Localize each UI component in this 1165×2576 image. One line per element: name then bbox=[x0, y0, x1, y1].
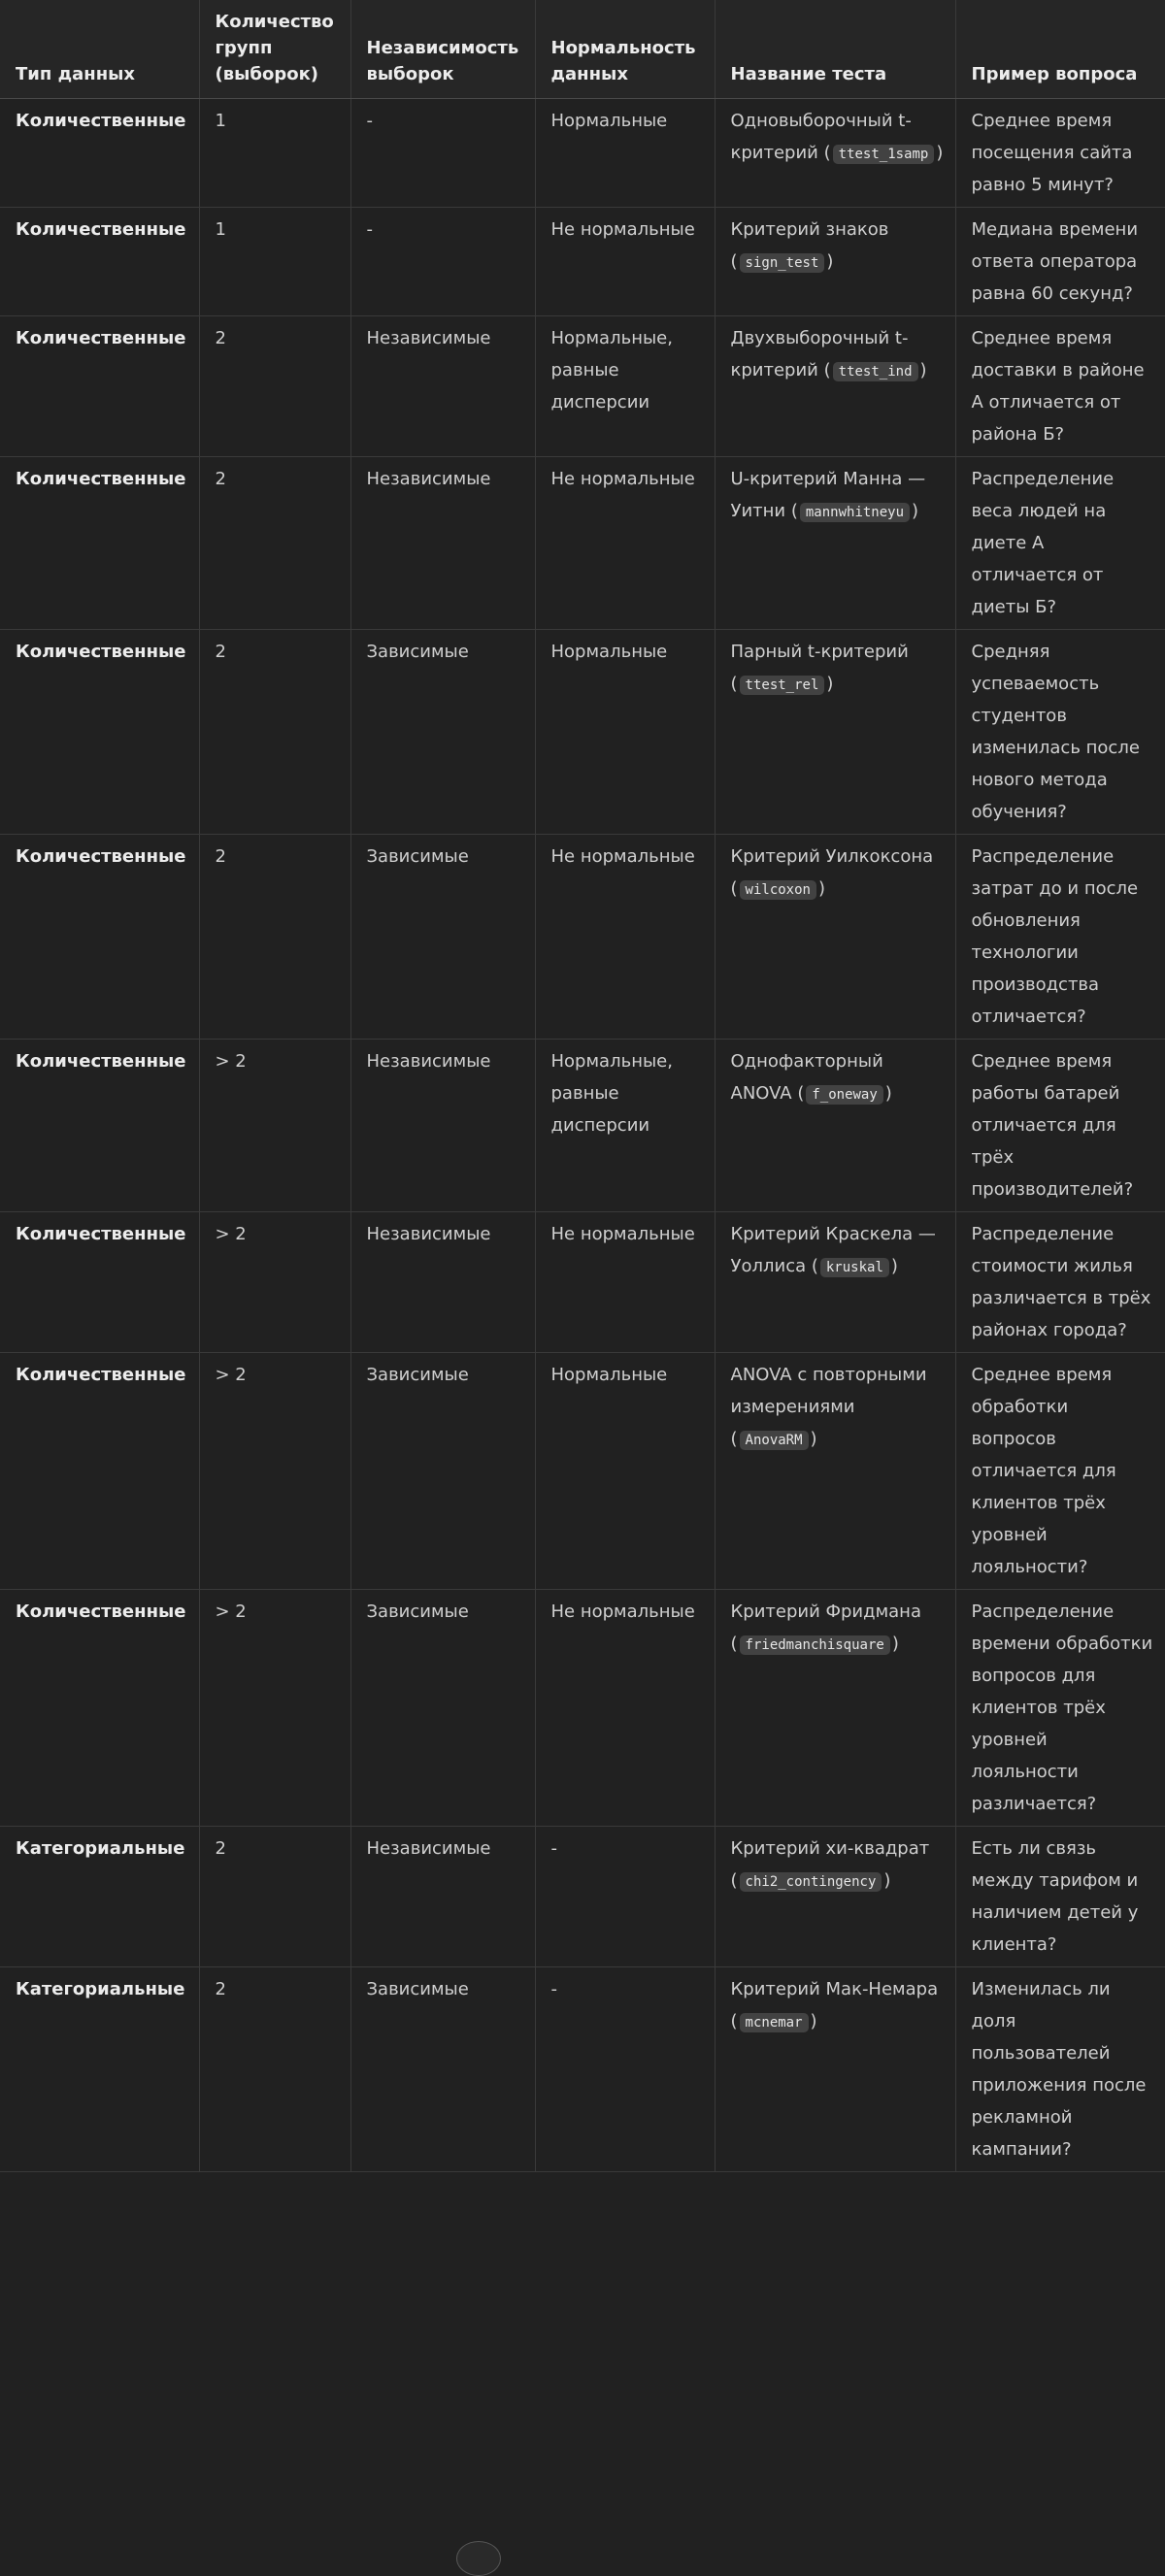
cell-data-type: Количественные bbox=[0, 456, 199, 629]
table-header-row bbox=[0, 0, 1165, 98]
header-example-question: Пример вопроса bbox=[955, 0, 1165, 98]
test-name-text: Однофакторный ANOVA bbox=[730, 1050, 883, 1104]
cell-data-normality: Нормальные, равные дисперсии bbox=[535, 1039, 715, 1211]
table-row bbox=[0, 315, 1165, 456]
cell-example-question: Распределение стоимости жилья различается в трёх районах города? bbox=[955, 1211, 1165, 1352]
table-row bbox=[0, 1211, 1165, 1352]
table-row bbox=[0, 456, 1165, 629]
test-function-code: ttest_rel bbox=[740, 676, 825, 695]
cell-example-question: Среднее время доставки в районе А отличается от района Б? bbox=[955, 315, 1165, 456]
cell-sample-independence: Независимые bbox=[350, 315, 535, 456]
test-name-text: Критерий Краскела — Уоллиса bbox=[730, 1223, 936, 1276]
cell-sample-independence: Независимые bbox=[350, 1039, 535, 1211]
test-name-text: U-критерий Манна — Уитни bbox=[730, 468, 926, 521]
cell-group-count: > 2 bbox=[199, 1039, 350, 1211]
cell-example-question: Среднее время посещения сайта равно 5 минут? bbox=[955, 98, 1165, 207]
cell-data-normality: Не нормальные bbox=[535, 207, 715, 315]
cell-test-name: Одновыборочный t-критерий ( ttest_1samp ) bbox=[715, 98, 955, 207]
test-function-code: kruskal bbox=[820, 1258, 889, 1277]
test-name-text: ANOVA с повторными измерениями bbox=[730, 1364, 927, 1417]
table-row bbox=[0, 834, 1165, 1039]
cell-group-count: > 2 bbox=[199, 1211, 350, 1352]
cell-group-count: 1 bbox=[199, 98, 350, 207]
test-function-code: mannwhitneyu bbox=[800, 503, 910, 522]
header-data-type: Тип данных bbox=[0, 0, 199, 98]
cell-group-count: 2 bbox=[199, 315, 350, 456]
cell-data-normality: Нормальные, равные дисперсии bbox=[535, 315, 715, 456]
test-name-text: Парный t-критерий bbox=[730, 641, 909, 662]
cell-test-name: Критерий хи-квадрат ( chi2_contingency ) bbox=[715, 1826, 955, 1966]
cell-data-normality: Не нормальные bbox=[535, 1211, 715, 1352]
table-row bbox=[0, 1589, 1165, 1826]
cell-sample-independence: Зависимые bbox=[350, 834, 535, 1039]
cell-test-name: Двухвыборочный t-критерий ( ttest_ind ) bbox=[715, 315, 955, 456]
scroll-down-button[interactable] bbox=[456, 2541, 501, 2576]
cell-data-type: Количественные bbox=[0, 315, 199, 456]
test-function-code: wilcoxon bbox=[740, 880, 816, 900]
cell-test-name: Критерий знаков ( sign_test ) bbox=[715, 207, 955, 315]
test-function-code: friedmanchisquare bbox=[740, 1635, 890, 1655]
test-name-text: Критерий Уилкоксона bbox=[730, 845, 934, 867]
cell-data-type: Категориальные bbox=[0, 1966, 199, 2171]
table-row bbox=[0, 1966, 1165, 2171]
table-body bbox=[0, 98, 1165, 2171]
table-header bbox=[0, 0, 1165, 98]
cell-group-count: 2 bbox=[199, 456, 350, 629]
test-function-code: f_oneway bbox=[806, 1085, 882, 1105]
cell-data-type: Количественные bbox=[0, 1589, 199, 1826]
cell-sample-independence: Независимые bbox=[350, 1826, 535, 1966]
cell-sample-independence: Независимые bbox=[350, 1211, 535, 1352]
cell-example-question: Среднее время работы батарей отличается для трёх производителей? bbox=[955, 1039, 1165, 1211]
test-function-code: chi2_contingency bbox=[740, 1872, 882, 1892]
test-name-text: Критерий Фридмана bbox=[730, 1601, 921, 1622]
test-function-code: ttest_1samp bbox=[833, 145, 935, 164]
cell-example-question: Изменилась ли доля пользователей приложения после рекламной кампании? bbox=[955, 1966, 1165, 2171]
cell-group-count: 2 bbox=[199, 629, 350, 834]
cell-example-question: Распределение времени обработки вопросов для клиентов трёх уровней лояльности различается? bbox=[955, 1589, 1165, 1826]
cell-data-type: Количественные bbox=[0, 207, 199, 315]
test-name-text: Одновыборочный t-критерий bbox=[730, 110, 912, 163]
cell-sample-independence: Независимые bbox=[350, 456, 535, 629]
cell-test-name: Критерий Фридмана ( friedmanchisquare ) bbox=[715, 1589, 955, 1826]
table-row bbox=[0, 629, 1165, 834]
cell-test-name: ANOVA с повторными измерениями ( AnovaRM ) bbox=[715, 1352, 955, 1589]
cell-example-question: Средняя успеваемость студентов изменилась после нового метода обучения? bbox=[955, 629, 1165, 834]
cell-test-name: U-критерий Манна — Уитни ( mannwhitneyu ) bbox=[715, 456, 955, 629]
cell-group-count: > 2 bbox=[199, 1352, 350, 1589]
table-row bbox=[0, 1352, 1165, 1589]
cell-group-count: 1 bbox=[199, 207, 350, 315]
cell-test-name: Критерий Краскела — Уоллиса ( kruskal ) bbox=[715, 1211, 955, 1352]
cell-data-normality: - bbox=[535, 1966, 715, 2171]
test-name-text: Критерий хи-квадрат bbox=[730, 1837, 930, 1859]
header-data-normality: Нормальность данных bbox=[535, 0, 715, 98]
header-group-count: Количество групп (выборок) bbox=[199, 0, 350, 98]
cell-sample-independence: Зависимые bbox=[350, 1966, 535, 2171]
cell-sample-independence: Зависимые bbox=[350, 629, 535, 834]
cell-example-question: Распределение затрат до и после обновления технологии производства отличается? bbox=[955, 834, 1165, 1039]
test-function-code: sign_test bbox=[740, 253, 825, 273]
cell-group-count: 2 bbox=[199, 1826, 350, 1966]
test-function-code: mcnemar bbox=[740, 2013, 809, 2032]
cell-data-type: Количественные bbox=[0, 629, 199, 834]
cell-test-name: Однофакторный ANOVA ( f_oneway ) bbox=[715, 1039, 955, 1211]
cell-data-type: Количественные bbox=[0, 1039, 199, 1211]
cell-test-name: Критерий Мак-Немара ( mcnemar ) bbox=[715, 1966, 955, 2171]
cell-example-question: Есть ли связь между тарифом и наличием детей у клиента? bbox=[955, 1826, 1165, 1966]
cell-sample-independence: - bbox=[350, 207, 535, 315]
cell-data-normality: Нормальные bbox=[535, 1352, 715, 1589]
cell-data-type: Количественные bbox=[0, 834, 199, 1039]
table-row bbox=[0, 207, 1165, 315]
cell-data-normality: Не нормальные bbox=[535, 834, 715, 1039]
cell-test-name: Критерий Уилкоксона ( wilcoxon ) bbox=[715, 834, 955, 1039]
test-function-code: ttest_ind bbox=[833, 362, 918, 381]
cell-group-count: 2 bbox=[199, 1966, 350, 2171]
cell-sample-independence: - bbox=[350, 98, 535, 207]
cell-test-name: Парный t-критерий ( ttest_rel ) bbox=[715, 629, 955, 834]
cell-sample-independence: Зависимые bbox=[350, 1352, 535, 1589]
cell-data-normality: Нормальные bbox=[535, 629, 715, 834]
cell-data-normality: - bbox=[535, 1826, 715, 1966]
cell-example-question: Распределение веса людей на диете А отличается от диеты Б? bbox=[955, 456, 1165, 629]
cell-data-type: Категориальные bbox=[0, 1826, 199, 1966]
header-sample-independence: Независимость выборок bbox=[350, 0, 535, 98]
cell-data-type: Количественные bbox=[0, 1352, 199, 1589]
cell-data-type: Количественные bbox=[0, 98, 199, 207]
cell-example-question: Медиана времени ответа оператора равна 60 секунд? bbox=[955, 207, 1165, 315]
cell-group-count: > 2 bbox=[199, 1589, 350, 1826]
cell-example-question: Среднее время обработки вопросов отличается для клиентов трёх уровней лояльности? bbox=[955, 1352, 1165, 1589]
test-name-text: Критерий Мак-Немара bbox=[730, 1978, 939, 1999]
cell-sample-independence: Зависимые bbox=[350, 1589, 535, 1826]
cell-data-normality: Не нормальные bbox=[535, 1589, 715, 1826]
table-row bbox=[0, 98, 1165, 207]
cell-data-type: Количественные bbox=[0, 1211, 199, 1352]
table-row bbox=[0, 1039, 1165, 1211]
table-row bbox=[0, 1826, 1165, 1966]
test-name-text: Критерий знаков bbox=[730, 218, 889, 240]
test-function-code: AnovaRM bbox=[740, 1431, 809, 1450]
cell-data-normality: Нормальные bbox=[535, 98, 715, 207]
test-name-text: Двухвыборочный t-критерий bbox=[730, 327, 909, 380]
cell-group-count: 2 bbox=[199, 834, 350, 1039]
cell-data-normality: Не нормальные bbox=[535, 456, 715, 629]
header-test-name: Название теста bbox=[715, 0, 955, 98]
